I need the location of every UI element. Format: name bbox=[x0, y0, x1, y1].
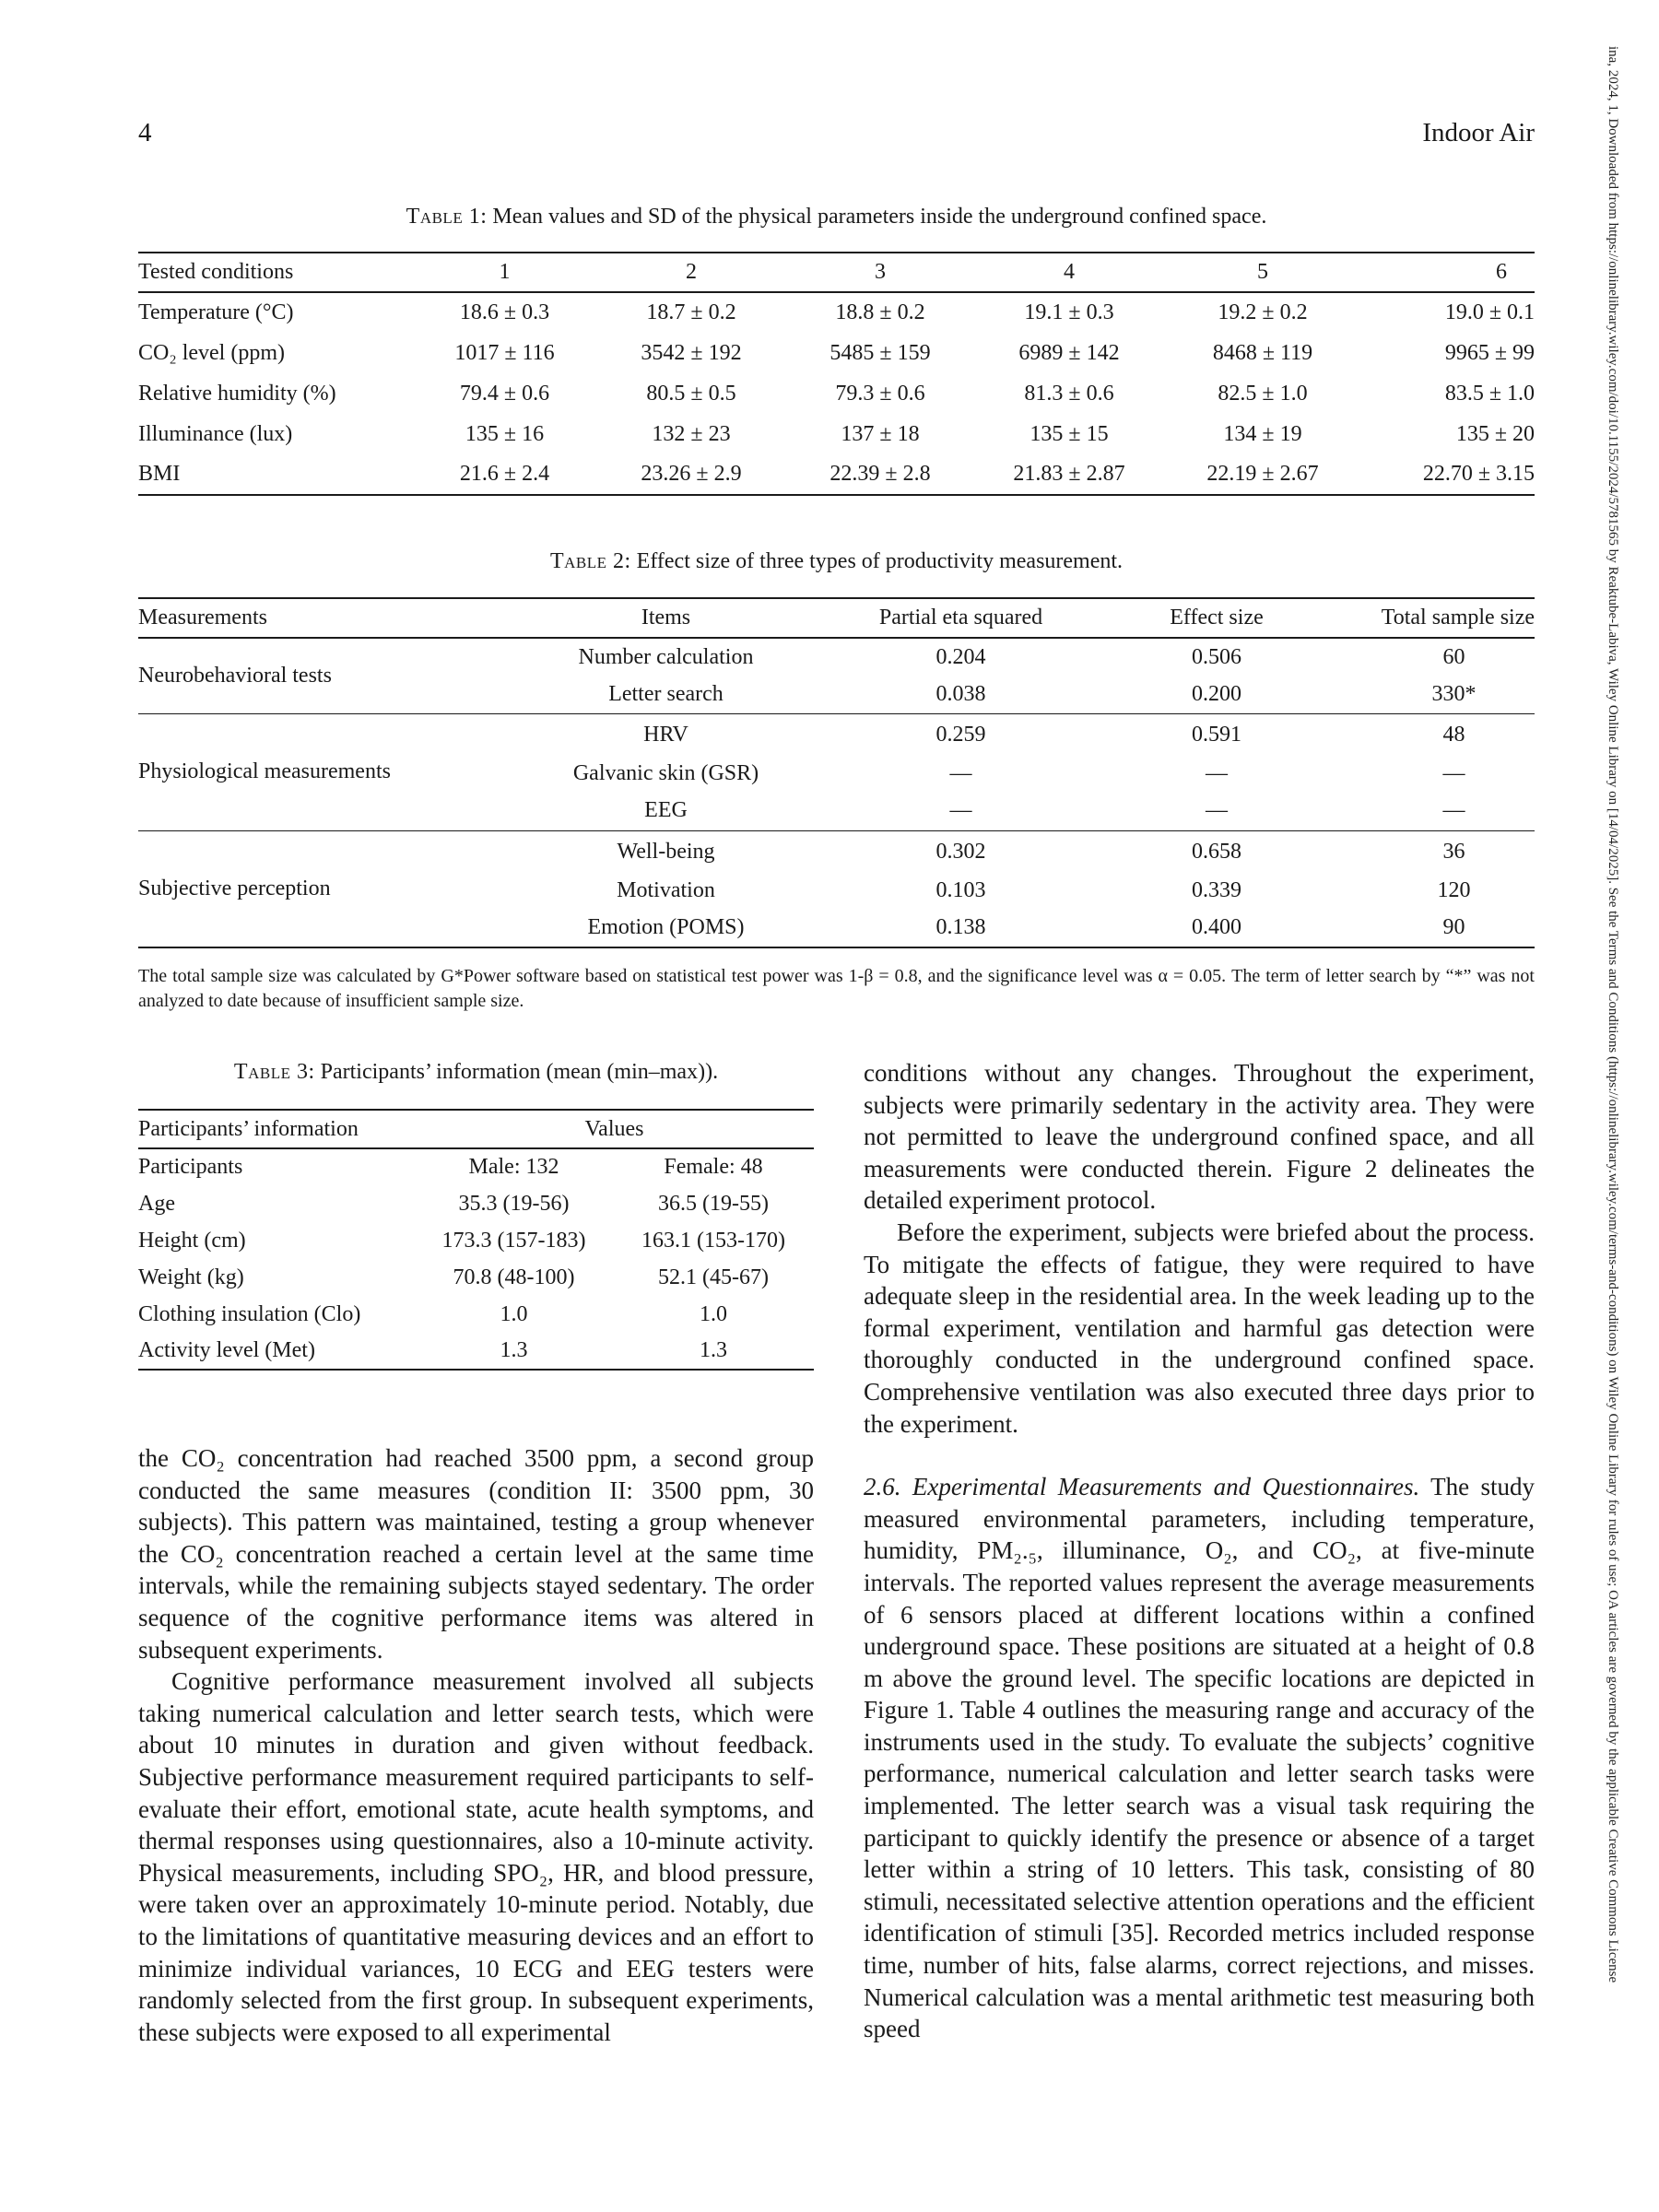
table-cell: Galvanic skin (GSR) bbox=[572, 761, 759, 785]
table1-header-cell: 6 bbox=[1359, 253, 1535, 292]
table-cell: 0.339 bbox=[1192, 878, 1241, 902]
table3-header-cell: Participants’ information bbox=[138, 1110, 415, 1148]
table-row bbox=[138, 414, 1535, 454]
table1-header-cell: 3 bbox=[788, 253, 972, 292]
table-cell: 83.5 ± 1.0 bbox=[1444, 381, 1535, 406]
table2-header-cell: Total sample size bbox=[1336, 598, 1535, 638]
table-row bbox=[138, 1296, 814, 1333]
row-label: BMI bbox=[138, 462, 181, 486]
paragraph-text: The study measured environmental parameters, including temperature, humidity, PM₂.₅, illuminance, O₂, and CO₂, at five-minute intervals. The reported values represent the average measurements of 6 sensors placed at different locations within a confined underground space. These positions are situated at a height of 0.8 m above the ground level. The specific locations are depicted in Figure 1. Table 4 outlines the measuring range and accuracy of the instruments used in the study. To evaluate the subjects’ cognitive performance, numerical calculation and letter search tasks were implemented. The letter search was a visual task requiring the participant to quickly identify the presence or absence of a target letter within a string of 10 letters. This task, consisting of 80 stimuli, necessitated selective attention operations and the efficient identification of stimuli [35]. Recorded metrics included response time, number of hits, false alarms, correct rejections, and misses. Numerical calculation was a mental arithmetic test measuring both speed bbox=[864, 1473, 1535, 2043]
table-cell: 1.3 bbox=[500, 1338, 528, 1362]
table1-header-cell: 2 bbox=[594, 253, 788, 292]
row-label: CO₂ level (ppm) bbox=[138, 340, 285, 365]
table-cell: 1.3 bbox=[700, 1338, 727, 1362]
table-cell: 19.1 ± 0.3 bbox=[1024, 300, 1114, 324]
row-label: Height (cm) bbox=[138, 1228, 246, 1253]
table-cell: Motivation bbox=[617, 878, 715, 902]
table-cell: 80.5 ± 0.5 bbox=[646, 381, 736, 406]
table-cell: 22.19 ± 2.67 bbox=[1206, 462, 1319, 486]
table-row bbox=[138, 713, 1535, 756]
table-cell: HRV bbox=[507, 713, 825, 756]
table-cell: 36 bbox=[1336, 830, 1535, 873]
table-cell: 18.6 ± 0.3 bbox=[459, 300, 550, 324]
table-cell: 0.658 bbox=[1097, 830, 1336, 873]
table-row bbox=[138, 1185, 814, 1222]
left-column bbox=[138, 1442, 814, 2048]
table-cell: 21.6 ± 2.4 bbox=[459, 462, 550, 486]
right-column bbox=[864, 1057, 1535, 2045]
table-cell: Male: 132 bbox=[468, 1155, 559, 1179]
table-cell: — bbox=[1442, 761, 1465, 785]
table-cell: 8468 ± 119 bbox=[1212, 340, 1313, 365]
table-cell: 19.0 ± 0.1 bbox=[1444, 300, 1535, 324]
table1-header-cell: 5 bbox=[1166, 253, 1359, 292]
table1-title: Mean values and SD of the physical parameters inside the underground confined space. bbox=[492, 205, 1267, 229]
table-cell: 135 ± 15 bbox=[1030, 421, 1109, 446]
table-cell: Letter search bbox=[608, 681, 724, 706]
table-cell: 163.1 (153-170) bbox=[641, 1228, 785, 1253]
table-cell: 0.038 bbox=[935, 681, 986, 706]
table2-header-cell: Measurements bbox=[138, 598, 507, 638]
table-row bbox=[138, 292, 1535, 333]
table1-caption bbox=[138, 205, 1535, 229]
row-label: Age bbox=[138, 1191, 175, 1216]
table-cell: 79.4 ± 0.6 bbox=[459, 381, 550, 406]
table3-header-row bbox=[138, 1110, 814, 1148]
group-label: Subjective perception bbox=[138, 830, 507, 947]
table-cell: 5485 ± 159 bbox=[830, 340, 931, 365]
table3 bbox=[138, 1109, 814, 1371]
table-cell: 137 ± 18 bbox=[841, 421, 920, 446]
section-paragraph bbox=[864, 1471, 1535, 2045]
section-heading: 2.6. Experimental Measurements and Questionnaires. bbox=[864, 1473, 1420, 1501]
table-row bbox=[138, 333, 1535, 373]
table-cell: 23.26 ± 2.9 bbox=[641, 462, 742, 486]
paragraph: Cognitive performance measurement involved all subjects taking numerical calculation and letter search tests, which were about 10 minutes in duration and given without feedback. Subjective performance measurement required participants to self-evaluate their effort, emotional state, acute health symptoms, and thermal responses using questionnaires, also a 10-minute activity. Physical measurements, including SPO₂, HR, and blood pressure, were taken over an approximately 10-minute period. Notably, due to the limitations of quantitative measuring devices and an effort to minimize individual variances, 10 ECG and EEG testers were randomly selected from the first group. In subsequent experiments, these subjects were exposed to all experimental bbox=[138, 1667, 814, 2046]
table-cell: 79.3 ± 0.6 bbox=[835, 381, 925, 406]
table-cell: 135 ± 16 bbox=[465, 421, 545, 446]
paragraph: Before the experiment, subjects were briefed about the process. To mitigate the effects of fatigue, they were required to have adequate sleep in the residential area. In the week leading up to the formal experiment, ventilation and harmful gas detection were thoroughly conducted in the underground confined space. Comprehensive ventilation was also executed three days prior to the experiment. bbox=[864, 1218, 1535, 1438]
table-cell: 18.8 ± 0.2 bbox=[835, 300, 925, 324]
table3-label: Table 3: bbox=[233, 1060, 315, 1084]
table-cell: — bbox=[1206, 798, 1228, 823]
table-cell: 22.39 ± 2.8 bbox=[830, 462, 931, 486]
table-cell: 9965 ± 99 bbox=[1444, 340, 1535, 365]
row-label: Temperature (°C) bbox=[138, 300, 294, 324]
table-row bbox=[138, 454, 1535, 495]
table2-header-cell: Effect size bbox=[1097, 598, 1336, 638]
table-cell: 0.302 bbox=[825, 830, 1097, 873]
table-cell: Well-being bbox=[507, 830, 825, 873]
table-cell: 1.0 bbox=[500, 1301, 528, 1326]
table2-header-cell: Partial eta squared bbox=[825, 598, 1097, 638]
table2-title: Effect size of three types of productivity measurement. bbox=[636, 549, 1124, 573]
table-cell: Emotion (POMS) bbox=[587, 915, 745, 939]
row-label: Activity level (Met) bbox=[138, 1338, 315, 1362]
table-cell: 52.1 (45-67) bbox=[658, 1265, 769, 1289]
row-label: Illuminance (lux) bbox=[138, 421, 293, 446]
table-cell: EEG bbox=[644, 798, 688, 823]
table1 bbox=[138, 252, 1535, 496]
table-cell: 1.0 bbox=[700, 1301, 727, 1326]
table-cell: 0.103 bbox=[935, 878, 986, 902]
table-cell: 70.8 (48-100) bbox=[453, 1265, 575, 1289]
table-cell: 6989 ± 142 bbox=[1018, 340, 1120, 365]
table2 bbox=[138, 597, 1535, 948]
journal-name: Indoor Air bbox=[1422, 118, 1535, 147]
table-cell: 81.3 ± 0.6 bbox=[1024, 381, 1114, 406]
table-row bbox=[138, 830, 1535, 873]
table-row bbox=[138, 373, 1535, 414]
table3-caption bbox=[138, 1060, 814, 1085]
table-cell: 19.2 ± 0.2 bbox=[1218, 300, 1308, 324]
table-cell: — bbox=[1206, 761, 1228, 785]
table-cell: 18.7 ± 0.2 bbox=[646, 300, 736, 324]
table-cell: — bbox=[1442, 798, 1465, 823]
table-cell: 0.138 bbox=[935, 915, 986, 939]
table-cell: 173.3 (157-183) bbox=[441, 1228, 586, 1253]
table2-footnote: The total sample size was calculated by G*Power software based on statistical test power was 1-β = 0.8, and the significance level was α = 0.05. The term of letter search by “*” was not analyzed to date because of insufficient sample size. bbox=[138, 966, 1535, 1011]
table-cell: 0.591 bbox=[1097, 713, 1336, 756]
group-label: Physiological measurements bbox=[138, 713, 507, 830]
table-cell: 82.5 ± 1.0 bbox=[1218, 381, 1308, 406]
download-notice: ina, 2024, 1, Downloaded from https://onlinelibrary.wiley.com/doi/10.1155/2024/5781565 by Reaktube-Labiva, Wiley Online Library on [14/04/2025]. See the Terms and Conditions (https://onlinelibrary.wiley.com/terms-and-conditions) on Wiley Online Library for rules of use; OA articles are governed by the applicable Creative Commons License bbox=[1606, 46, 1620, 1983]
table-row bbox=[138, 1259, 814, 1296]
table-cell: 90 bbox=[1442, 915, 1465, 939]
paragraph: conditions without any changes. Throughout the experiment, subjects were primarily sedentary in the activity area. They were not permitted to leave the underground confined space, and all measurements were conducted therein. Figure 2 delineates the detailed experiment protocol. bbox=[864, 1059, 1535, 1215]
table1-header-cell: 4 bbox=[972, 253, 1166, 292]
table-cell: 0.506 bbox=[1192, 644, 1241, 669]
table1-header-cell: 1 bbox=[415, 253, 594, 292]
table-cell: 1017 ± 116 bbox=[454, 340, 555, 365]
table1-header-cell: Tested conditions bbox=[138, 253, 415, 292]
table1-label: Table 1: bbox=[406, 205, 488, 229]
table2-caption bbox=[138, 549, 1535, 574]
row-label: Participants bbox=[138, 1155, 243, 1179]
table2-header-row bbox=[138, 598, 1535, 638]
table2-label: Table 2: bbox=[549, 549, 631, 573]
table-row bbox=[138, 1222, 814, 1259]
table-cell: 60 bbox=[1442, 644, 1465, 669]
table-cell: 36.5 (19-55) bbox=[658, 1191, 769, 1216]
table1-header-row bbox=[138, 253, 1535, 292]
table-cell: 120 bbox=[1437, 878, 1471, 902]
table-cell: 330* bbox=[1431, 681, 1477, 706]
row-label: Clothing insulation (Clo) bbox=[138, 1301, 361, 1326]
table2-header-cell: Items bbox=[507, 598, 825, 638]
table-cell: Number calculation bbox=[578, 644, 754, 669]
table-row bbox=[138, 1333, 814, 1370]
table-cell: — bbox=[949, 798, 972, 823]
table-cell: 22.70 ± 3.15 bbox=[1422, 462, 1535, 486]
table-cell: 132 ± 23 bbox=[652, 421, 731, 446]
table3-header-cell: Values bbox=[415, 1110, 814, 1148]
table-cell: — bbox=[949, 761, 972, 785]
table-cell: Female: 48 bbox=[664, 1155, 763, 1179]
table-cell: 21.83 ± 2.87 bbox=[1013, 462, 1125, 486]
table-cell: 135 ± 20 bbox=[1455, 421, 1535, 446]
table-row bbox=[138, 638, 1535, 676]
table-cell: 3542 ± 192 bbox=[641, 340, 742, 365]
table-cell: 35.3 (19-56) bbox=[458, 1191, 570, 1216]
group-label: Neurobehavioral tests bbox=[138, 663, 332, 688]
row-label: Weight (kg) bbox=[138, 1265, 244, 1289]
row-label: Relative humidity (%) bbox=[138, 381, 336, 406]
table-cell: 0.204 bbox=[935, 644, 986, 669]
paragraph: the CO₂ concentration had reached 3500 ppm, a second group conducted the same measures (condition II: 3500 ppm, 30 subjects). This pattern was maintained, testing a group whenever the CO₂ concentration reached a certain level at the same time intervals, while the remaining subjects stayed sedentary. The order sequence of the cognitive performance items was altered in subsequent experiments. bbox=[138, 1444, 814, 1664]
table-cell: 134 ± 19 bbox=[1223, 421, 1302, 446]
table-cell: 0.200 bbox=[1192, 681, 1241, 706]
page-number: 4 bbox=[138, 118, 152, 147]
table-cell: 48 bbox=[1336, 713, 1535, 756]
table-cell: 0.259 bbox=[825, 713, 1097, 756]
table3-title: Participants’ information (mean (min–max)). bbox=[320, 1060, 719, 1084]
table-row bbox=[138, 1148, 814, 1185]
table-cell: 0.400 bbox=[1192, 915, 1241, 939]
